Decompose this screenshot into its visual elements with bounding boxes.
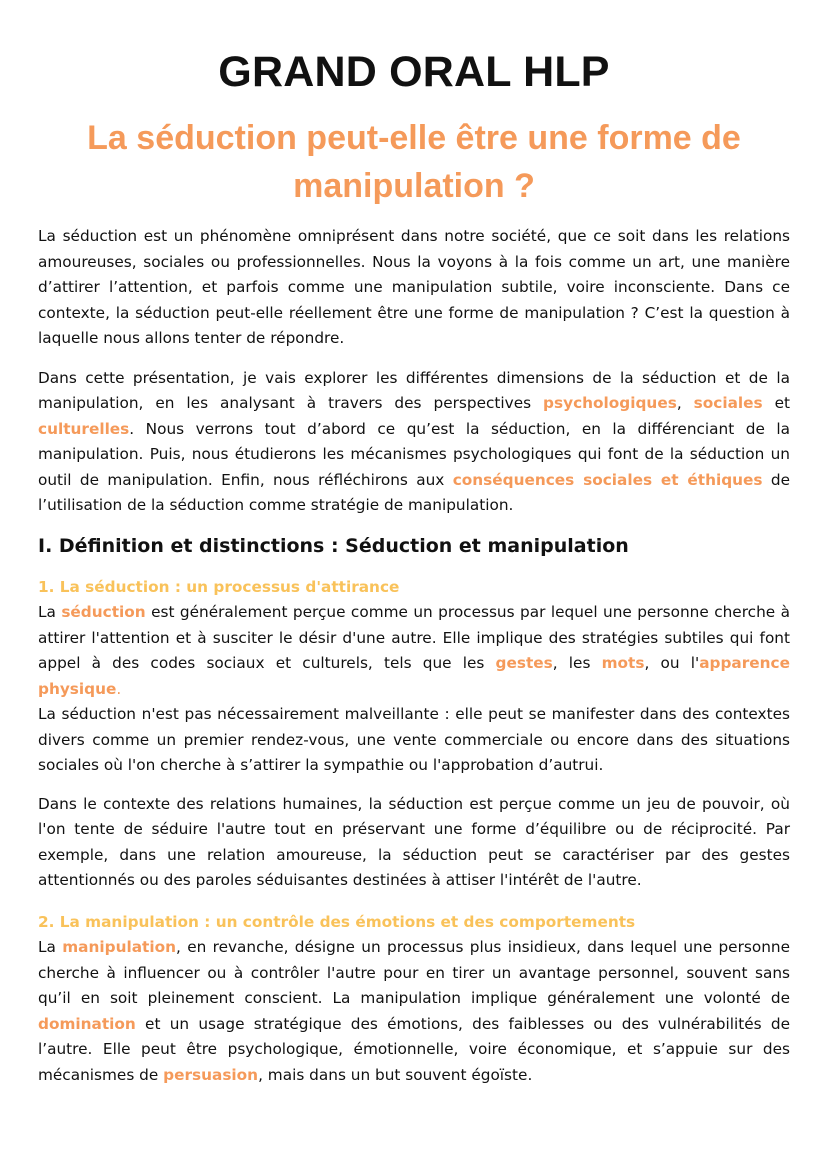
text-span: ,	[676, 394, 694, 412]
text-span: , les	[552, 654, 602, 672]
text-span: .	[116, 679, 122, 698]
text-span: et un usage stratégique des émotions, des faiblesses ou des vulnérabilités de l’autre. Elle peut être psychologique, émotionnelle, voire économique, et s’appuie sur des mécanismes de	[38, 1014, 790, 1084]
highlight-sociales: sociales	[693, 394, 763, 412]
text-span: La	[38, 603, 62, 621]
highlight-seduction: séduction	[61, 603, 146, 621]
highlight-consequences: conséquences sociales et éthiques	[452, 470, 763, 489]
highlight-manipulation: manipulation	[62, 938, 176, 956]
text-span: , mais dans un but souvent égoïste.	[258, 1065, 533, 1084]
highlight-culturelles: culturelles	[38, 419, 130, 438]
text-span: , ou l'	[644, 654, 700, 672]
text-span: Dans cette présentation, je vais explorer les différentes dimensions de la séduction et de la manipulation, en les analysant à travers des perspectives	[38, 368, 790, 412]
page-subtitle: La séduction peut-elle être une forme de manipulation ?	[87, 119, 741, 205]
highlight-domination: domination	[38, 1014, 136, 1033]
highlight-gestes: gestes	[495, 654, 553, 672]
text-span: et	[762, 394, 790, 412]
manipulation-paragraph	[38, 935, 790, 1088]
subsection-heading-seduction: 1. La séduction : un processus d'attirance	[38, 577, 400, 596]
text-span: est généralement perçue comme un processus par lequel une personne cherche à attirer l'attention et à susciter le désir d'une autre. Elle implique des stratégies subtiles qui font appel à des codes sociaux et culturels, tels que les	[38, 603, 790, 672]
highlight-persuasion: persuasion	[163, 1065, 259, 1084]
highlight-psychologiques: psychologiques	[543, 394, 677, 412]
highlight-apparence-physique: apparence physique	[38, 654, 790, 698]
section-heading: I. Définition et distinctions : Séduction et manipulation	[38, 534, 629, 557]
text-span: , en revanche, désigne un processus plus insidieux, dans lequel une personne cherche à influencer ou à contrôler l'autre pour en tirer un avantage personnel, souvent sans qu’il en soit pleinement conscient. La manipulation implique généralement une volonté de	[38, 938, 790, 1007]
subsection-heading-manipulation: 2. La manipulation : un contrôle des émotions et des comportements	[38, 912, 636, 931]
text-span: La séduction n'est pas nécessairement malveillante : elle peut se manifester dans des contextes divers comme un premier rendez-vous, une vente commerciale ou encore dans des situations sociales où l'on cherche à s’attirer la sympathie ou l'approbation d’autrui.	[38, 705, 790, 774]
text-span: La	[38, 938, 63, 956]
presentation-paragraph	[38, 366, 790, 519]
text-span: de l’utilisation de la séduction comme stratégie de manipulation.	[38, 470, 791, 514]
text-span: . Nous verrons tout d’abord ce qu’est la séduction, en la différenciant de la manipulation. Puis, nous étudierons les mécanismes psychologiques qui font de la séduction un outil de manipulation. Enfin, nous réfléchirons aux	[38, 419, 790, 489]
highlight-mots: mots	[601, 654, 645, 672]
intro-paragraph: La séduction est un phénomène omniprésent dans notre société, que ce soit dans les relations amoureuses, sociales ou professionnelles. Nous la voyons à la fois comme un art, une manière d’attirer l’attention, et parfois comme une manipulation subtile, voire inconsciente. Dans ce contexte, la séduction peut-elle réellement être une forme de manipulation ? C’est la question à laquelle nous allons tenter de répondre.	[38, 227, 790, 347]
relations-paragraph: Dans le contexte des relations humaines, la séduction est perçue comme un jeu de pouvoir, où l'on tente de séduire l'autre tout en préservant une forme d’équilibre ou de réciprocité. Par exemple, dans une relation amoureuse, la séduction peut se caractériser par des gestes attentionnés ou des paroles séduisantes destinées à attiser l'intérêt de l'autre.	[38, 794, 790, 889]
seduction-paragraph	[38, 600, 790, 779]
page-title: GRAND ORAL HLP	[218, 48, 610, 96]
